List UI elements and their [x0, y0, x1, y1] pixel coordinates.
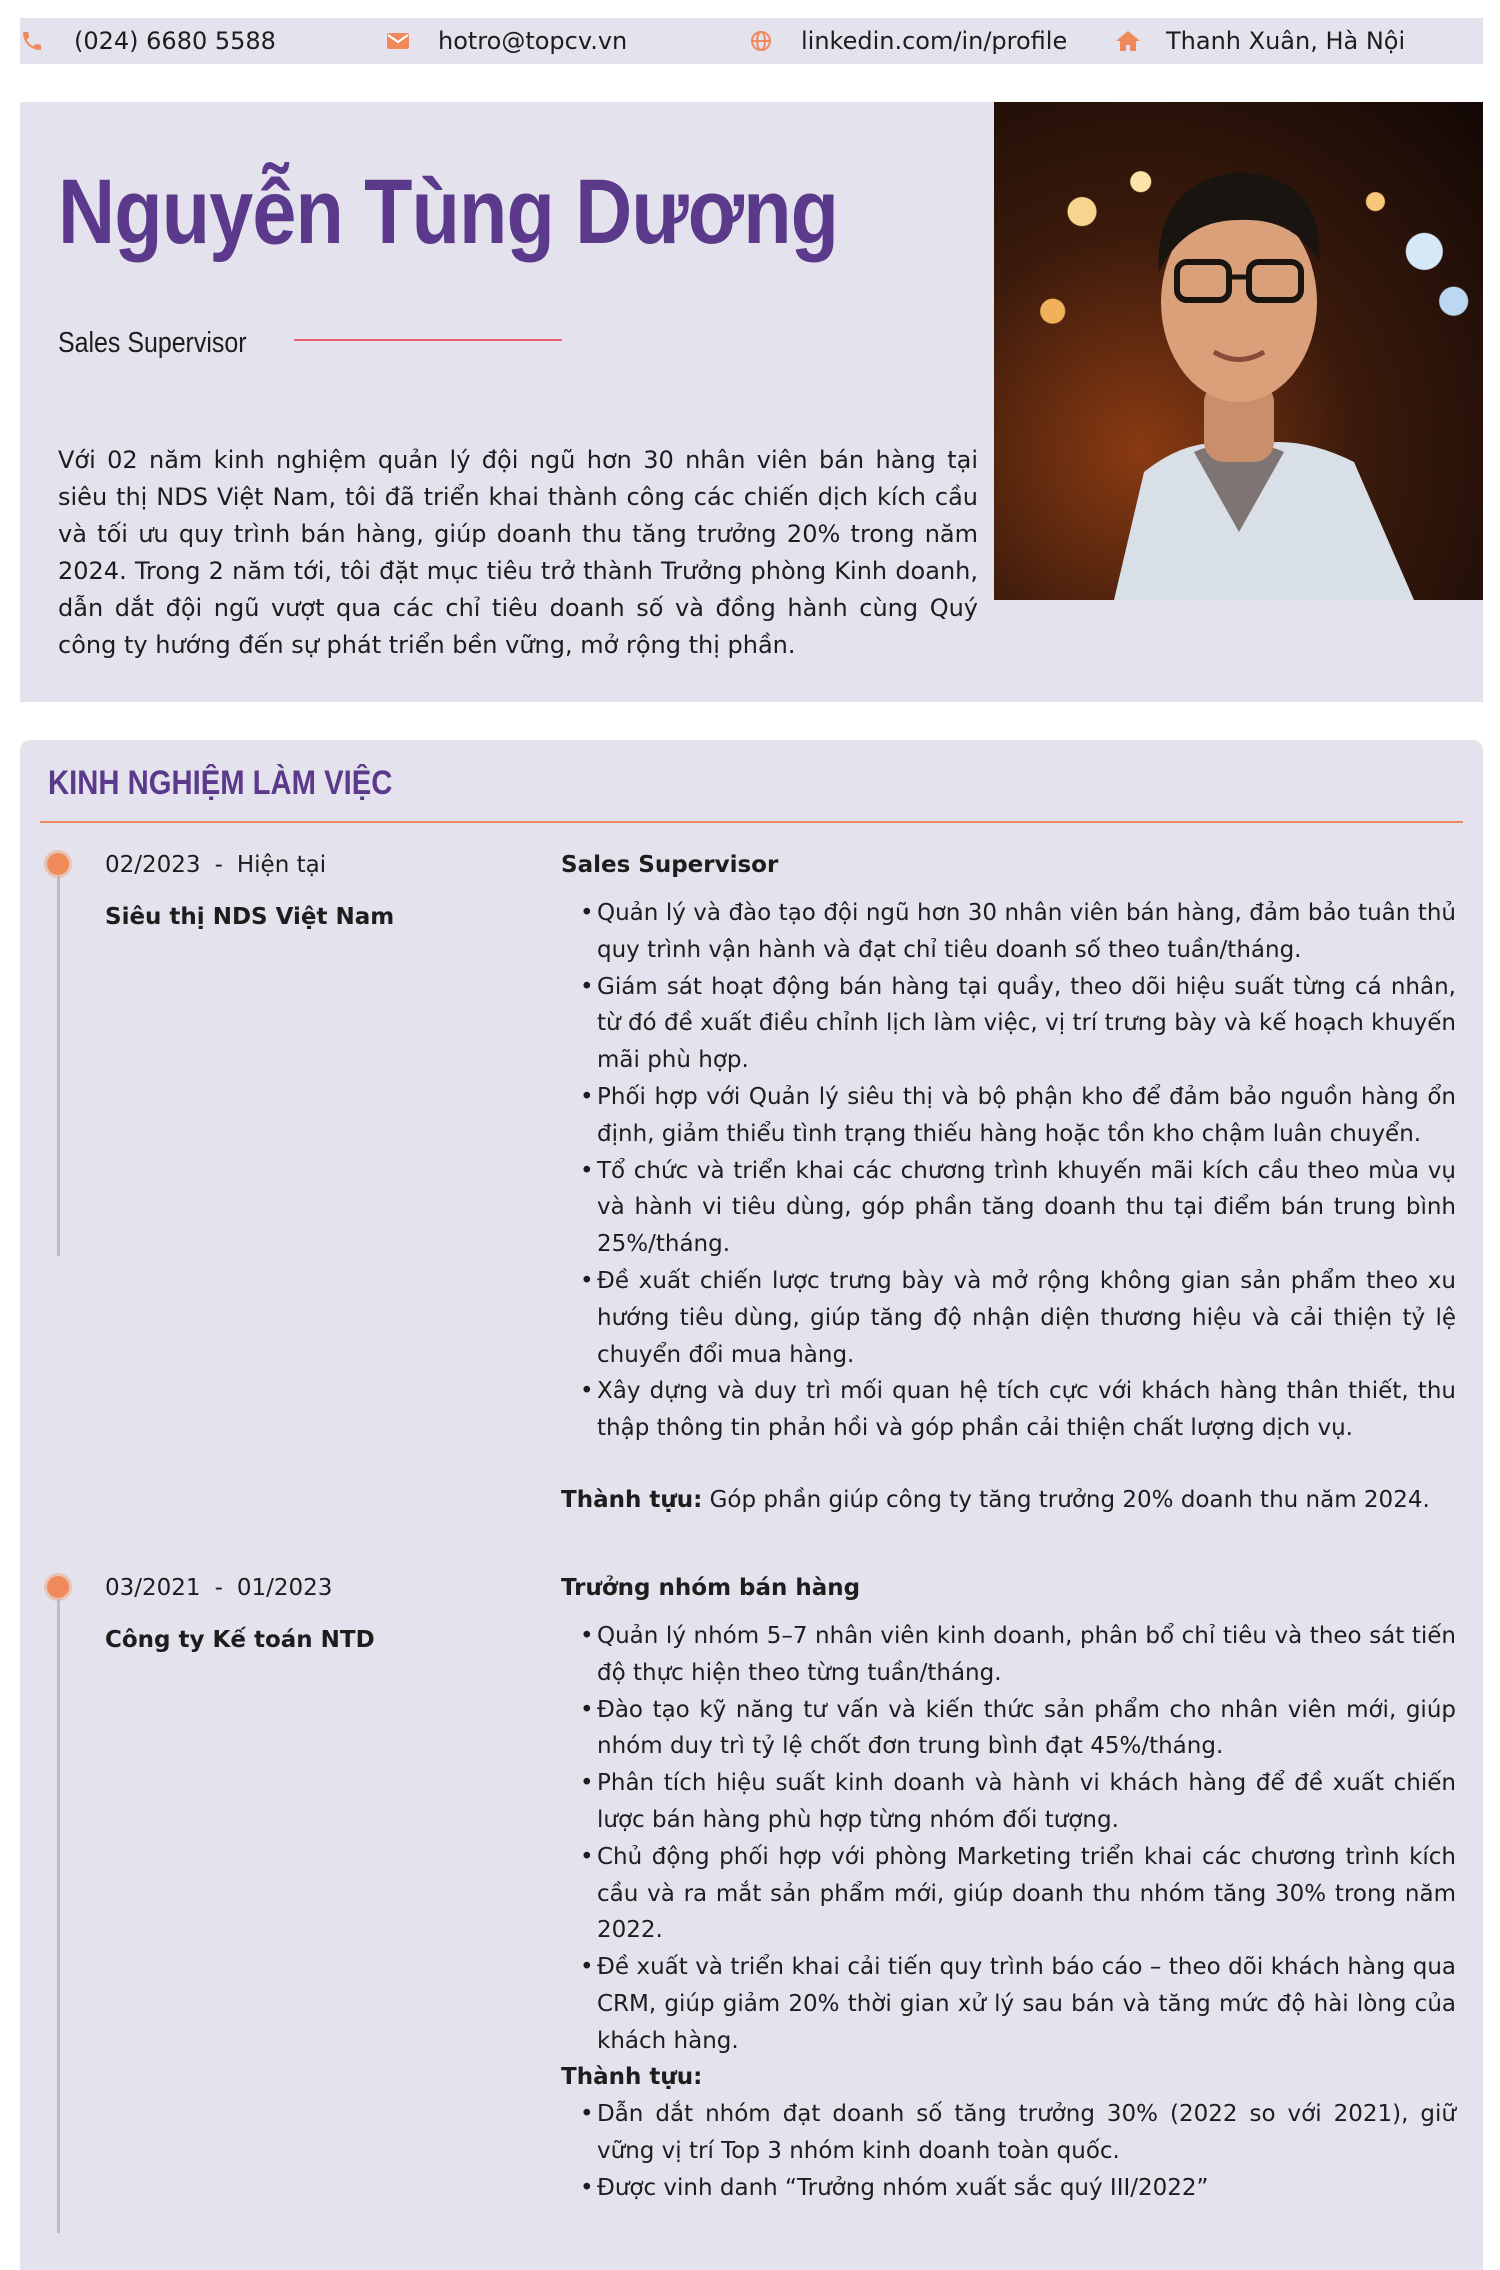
achievement-label: Thành tựu: [561, 1487, 703, 1513]
achievement-bullets [561, 2096, 1456, 2206]
contact-linkedin[interactable] [749, 18, 1067, 64]
job-dates [105, 852, 326, 878]
job-role: Sales Supervisor [561, 852, 779, 878]
timeline-dot [44, 1573, 72, 1601]
list-item: • Quản lý nhóm 5–7 nhân viên kinh doanh, phân bổ chỉ tiêu và theo sát tiến độ thực hiện theo từng tuần/tháng. [561, 1618, 1456, 1692]
achievement-label-text: Thành tựu: [561, 2064, 703, 2090]
email-text: hotro@topcv.vn [438, 27, 628, 55]
job-bullets [561, 1618, 1456, 2060]
contact-address[interactable] [1114, 18, 1405, 64]
list-item: • Phân tích hiệu suất kinh doanh và hành vi khách hàng để đề xuất chiến lược bán hàng phù hợp từng nhóm đối tượng. [561, 1765, 1456, 1839]
section-divider [40, 821, 1463, 823]
job-end: Hiện tại [236, 852, 327, 878]
job-end: 01/2023 [236, 1575, 333, 1601]
list-item: • Xây dựng và duy trì mối quan hệ tích cực với khách hàng thân thiết, thu thập thông tin phản hồi và góp phần cải thiện chất lượng dịch vụ. [561, 1373, 1456, 1447]
timeline-line [57, 876, 60, 1256]
home-icon [1114, 29, 1142, 53]
profile-header [20, 102, 1483, 702]
list-item: • Quản lý và đào tạo đội ngũ hơn 30 nhân viên bán hàng, đảm bảo tuân thủ quy trình vận hành và đạt chỉ tiêu doanh số theo tuần/tháng. [561, 895, 1456, 969]
achievement-label [561, 2059, 702, 2096]
job-bullets [561, 895, 1456, 1447]
candidate-title: Sales Supervisor [58, 327, 247, 359]
achievement-text: Góp phần giúp công ty tăng trưởng 20% doanh thu năm 2024. [702, 1487, 1430, 1513]
globe-icon [749, 29, 773, 53]
list-item: • Đề xuất chiến lược trưng bày và mở rộng không gian sản phẩm theo xu hướng tiêu dùng, giúp tăng độ nhận diện thương hiệu và cải thiện tỷ lệ chuyển đổi mua hàng. [561, 1263, 1456, 1373]
experience-section [20, 740, 1483, 2270]
timeline-dot [44, 850, 72, 878]
date-separator: - [214, 852, 223, 878]
list-item: • Chủ động phối hợp với phòng Marketing triển khai các chương trình kích cầu và ra mắt sản phẩm mới, giúp doanh thu nhóm tăng 30% trong năm 2022. [561, 1839, 1456, 1949]
job-start: 02/2023 [105, 852, 201, 878]
job-dates [105, 1575, 332, 1601]
list-item: • Giám sát hoạt động bán hàng tại quầy, theo dõi hiệu suất từng cá nhân, từ đó đề xuất điều chỉnh lịch làm việc, vị trí trưng bày và kế hoạch khuyến mãi phù hợp. [561, 969, 1456, 1079]
list-item: • Dẫn dắt nhóm đạt doanh số tăng trưởng 30% (2022 so với 2021), giữ vững vị trí Top 3 nhóm kinh doanh toàn quốc. [561, 2096, 1456, 2170]
profile-photo [994, 102, 1483, 600]
list-item: • Đề xuất và triển khai cải tiến quy trình báo cáo – theo dõi khách hàng qua CRM, giúp giảm 20% thời gian xử lý sau bán và tăng mức độ hài lòng của khách hàng. [561, 1949, 1456, 2059]
section-title: KINH NGHIỆM LÀM VIỆC [48, 764, 393, 802]
contact-phone[interactable] [20, 18, 276, 64]
list-item: • Tổ chức và triển khai các chương trình khuyến mãi kích cầu theo mùa vụ và hành vi tiêu dùng, góp phần tăng doanh thu tại điểm bán trung bình 25%/tháng. [561, 1153, 1456, 1263]
list-item: • Đào tạo kỹ năng tư vấn và kiến thức sản phẩm cho nhân viên mới, giúp nhóm duy trì tỷ lệ chốt đơn trung bình đạt 45%/tháng. [561, 1692, 1456, 1766]
candidate-name: Nguyễn Tùng Dương [58, 161, 839, 263]
job-company: Siêu thị NDS Việt Nam [105, 904, 395, 930]
linkedin-text: linkedin.com/in/profile [801, 27, 1068, 55]
contact-email[interactable] [386, 18, 627, 64]
address-text: Thanh Xuân, Hà Nội [1166, 27, 1406, 55]
date-separator: - [214, 1575, 223, 1601]
title-divider [294, 339, 562, 341]
contact-bar [20, 18, 1483, 64]
phone-text: (024) 6680 5588 [74, 27, 276, 55]
profile-summary: Với 02 năm kinh nghiệm quản lý đội ngũ hơn 30 nhân viên bán hàng tại siêu thị NDS Việt Nam, tôi đã triển khai thành công các chiến dịch kích cầu và tối ưu quy trình bán hàng, giúp doanh thu tăng trưởng 20% trong năm 2024. Trong 2 năm tới, tôi đặt mục tiêu trở thành Trưởng phòng Kinh doanh, dẫn dắt đội ngũ vượt qua các chỉ tiêu doanh số và đồng hành cùng Quý công ty hướng đến sự phát triển bền vững, mở rộng thị phần. [58, 446, 978, 659]
job-start: 03/2021 [105, 1575, 201, 1601]
mail-icon [386, 31, 410, 51]
job-company: Công ty Kế toán NTD [105, 1627, 375, 1653]
list-item: • Được vinh danh “Trưởng nhóm xuất sắc quý III/2022” [561, 2170, 1456, 2207]
list-item: • Phối hợp với Quản lý siêu thị và bộ phận kho để đảm bảo nguồn hàng ổn định, giảm thiểu tình trạng thiếu hàng hoặc tồn kho chậm luân chuyển. [561, 1079, 1456, 1153]
job-role: Trưởng nhóm bán hàng [561, 1575, 861, 1601]
job-achievement [561, 1482, 1430, 1519]
phone-icon [20, 29, 44, 53]
timeline-line [57, 1599, 60, 2233]
